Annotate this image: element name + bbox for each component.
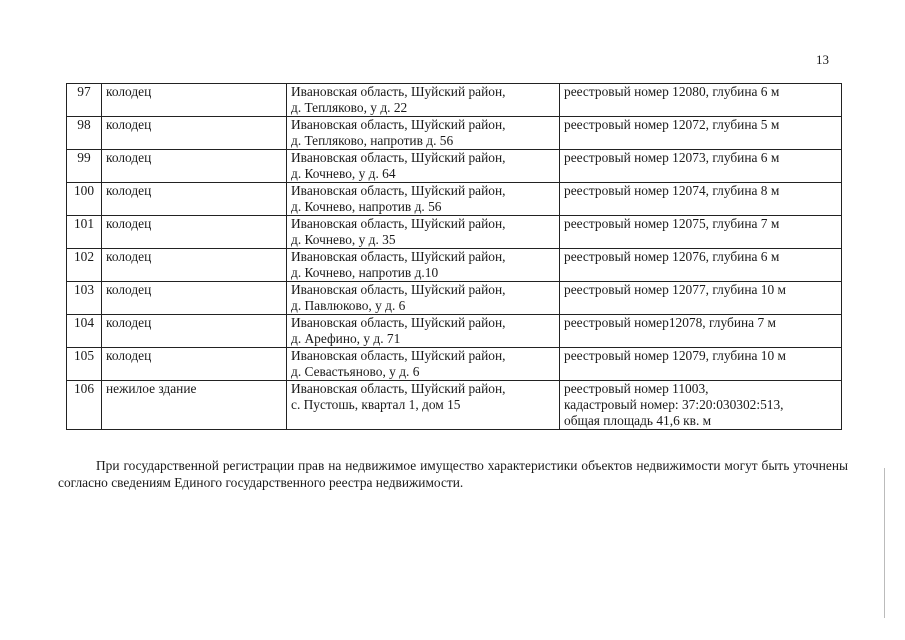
object-address: Ивановская область, Шуйский район, д. Кочнево, у д. 64 (287, 150, 560, 183)
table-row (67, 282, 842, 315)
object-info: реестровый номер 12077, глубина 10 м (560, 282, 842, 315)
row-number: 98 (67, 117, 102, 150)
object-type: колодец (102, 183, 287, 216)
object-info: реестровый номер 11003, кадастровый номер: 37:20:030302:513, общая площадь 41,6 кв. м (560, 381, 842, 430)
table-row (67, 381, 842, 430)
row-number: 105 (67, 348, 102, 381)
row-number: 106 (67, 381, 102, 430)
object-info: реестровый номер 12074, глубина 8 м (560, 183, 842, 216)
row-number: 104 (67, 315, 102, 348)
object-info: реестровый номер 12073, глубина 6 м (560, 150, 842, 183)
object-info: реестровый номер 12076, глубина 6 м (560, 249, 842, 282)
table-row (67, 216, 842, 249)
table-row (67, 117, 842, 150)
object-address: Ивановская область, Шуйский район, д. Кочнево, напротив д.10 (287, 249, 560, 282)
object-info: реестровый номер 12075, глубина 7 м (560, 216, 842, 249)
object-type: нежилое здание (102, 381, 287, 430)
object-info: реестровый номер12078, глубина 7 м (560, 315, 842, 348)
object-type: колодец (102, 348, 287, 381)
object-type: колодец (102, 249, 287, 282)
object-info: реестровый номер 12079, глубина 10 м (560, 348, 842, 381)
object-info: реестровый номер 12072, глубина 5 м (560, 117, 842, 150)
object-address: Ивановская область, Шуйский район, д. Кочнево, у д. 35 (287, 216, 560, 249)
page-number: 13 (816, 52, 829, 67)
object-address: Ивановская область, Шуйский район, д. Кочнево, напротив д. 56 (287, 183, 560, 216)
object-type: колодец (102, 282, 287, 315)
object-type: колодец (102, 315, 287, 348)
object-address: Ивановская область, Шуйский район, д. Севастьяново, у д. 6 (287, 348, 560, 381)
registration-note: При государственной регистрации прав на недвижимое имущество характеристики объектов недвижимости могут быть уточнены согласно сведениям Единого государственного реестра недвижимости. (58, 458, 848, 490)
object-info: реестровый номер 12080, глубина 6 м (560, 84, 842, 117)
object-type: колодец (102, 117, 287, 150)
row-number: 97 (67, 84, 102, 117)
object-address: Ивановская область, Шуйский район, д. Павлюково, у д. 6 (287, 282, 560, 315)
table-row (67, 183, 842, 216)
row-number: 99 (67, 150, 102, 183)
object-address: Ивановская область, Шуйский район, д. Арефино, у д. 71 (287, 315, 560, 348)
object-address: Ивановская область, Шуйский район, д. Тепляково, напротив д. 56 (287, 117, 560, 150)
object-type: колодец (102, 150, 287, 183)
row-number: 101 (67, 216, 102, 249)
table-row (67, 249, 842, 282)
object-address: Ивановская область, Шуйский район, с. Пустошь, квартал 1, дом 15 (287, 381, 560, 430)
object-type: колодец (102, 84, 287, 117)
object-address: Ивановская область, Шуйский район, д. Тепляково, у д. 22 (287, 84, 560, 117)
table-row (67, 348, 842, 381)
table-row (67, 84, 842, 117)
scan-margin-line (884, 468, 885, 618)
row-number: 103 (67, 282, 102, 315)
row-number: 102 (67, 249, 102, 282)
table-row (67, 315, 842, 348)
registry-table (66, 83, 842, 430)
object-type: колодец (102, 216, 287, 249)
table-row (67, 150, 842, 183)
row-number: 100 (67, 183, 102, 216)
